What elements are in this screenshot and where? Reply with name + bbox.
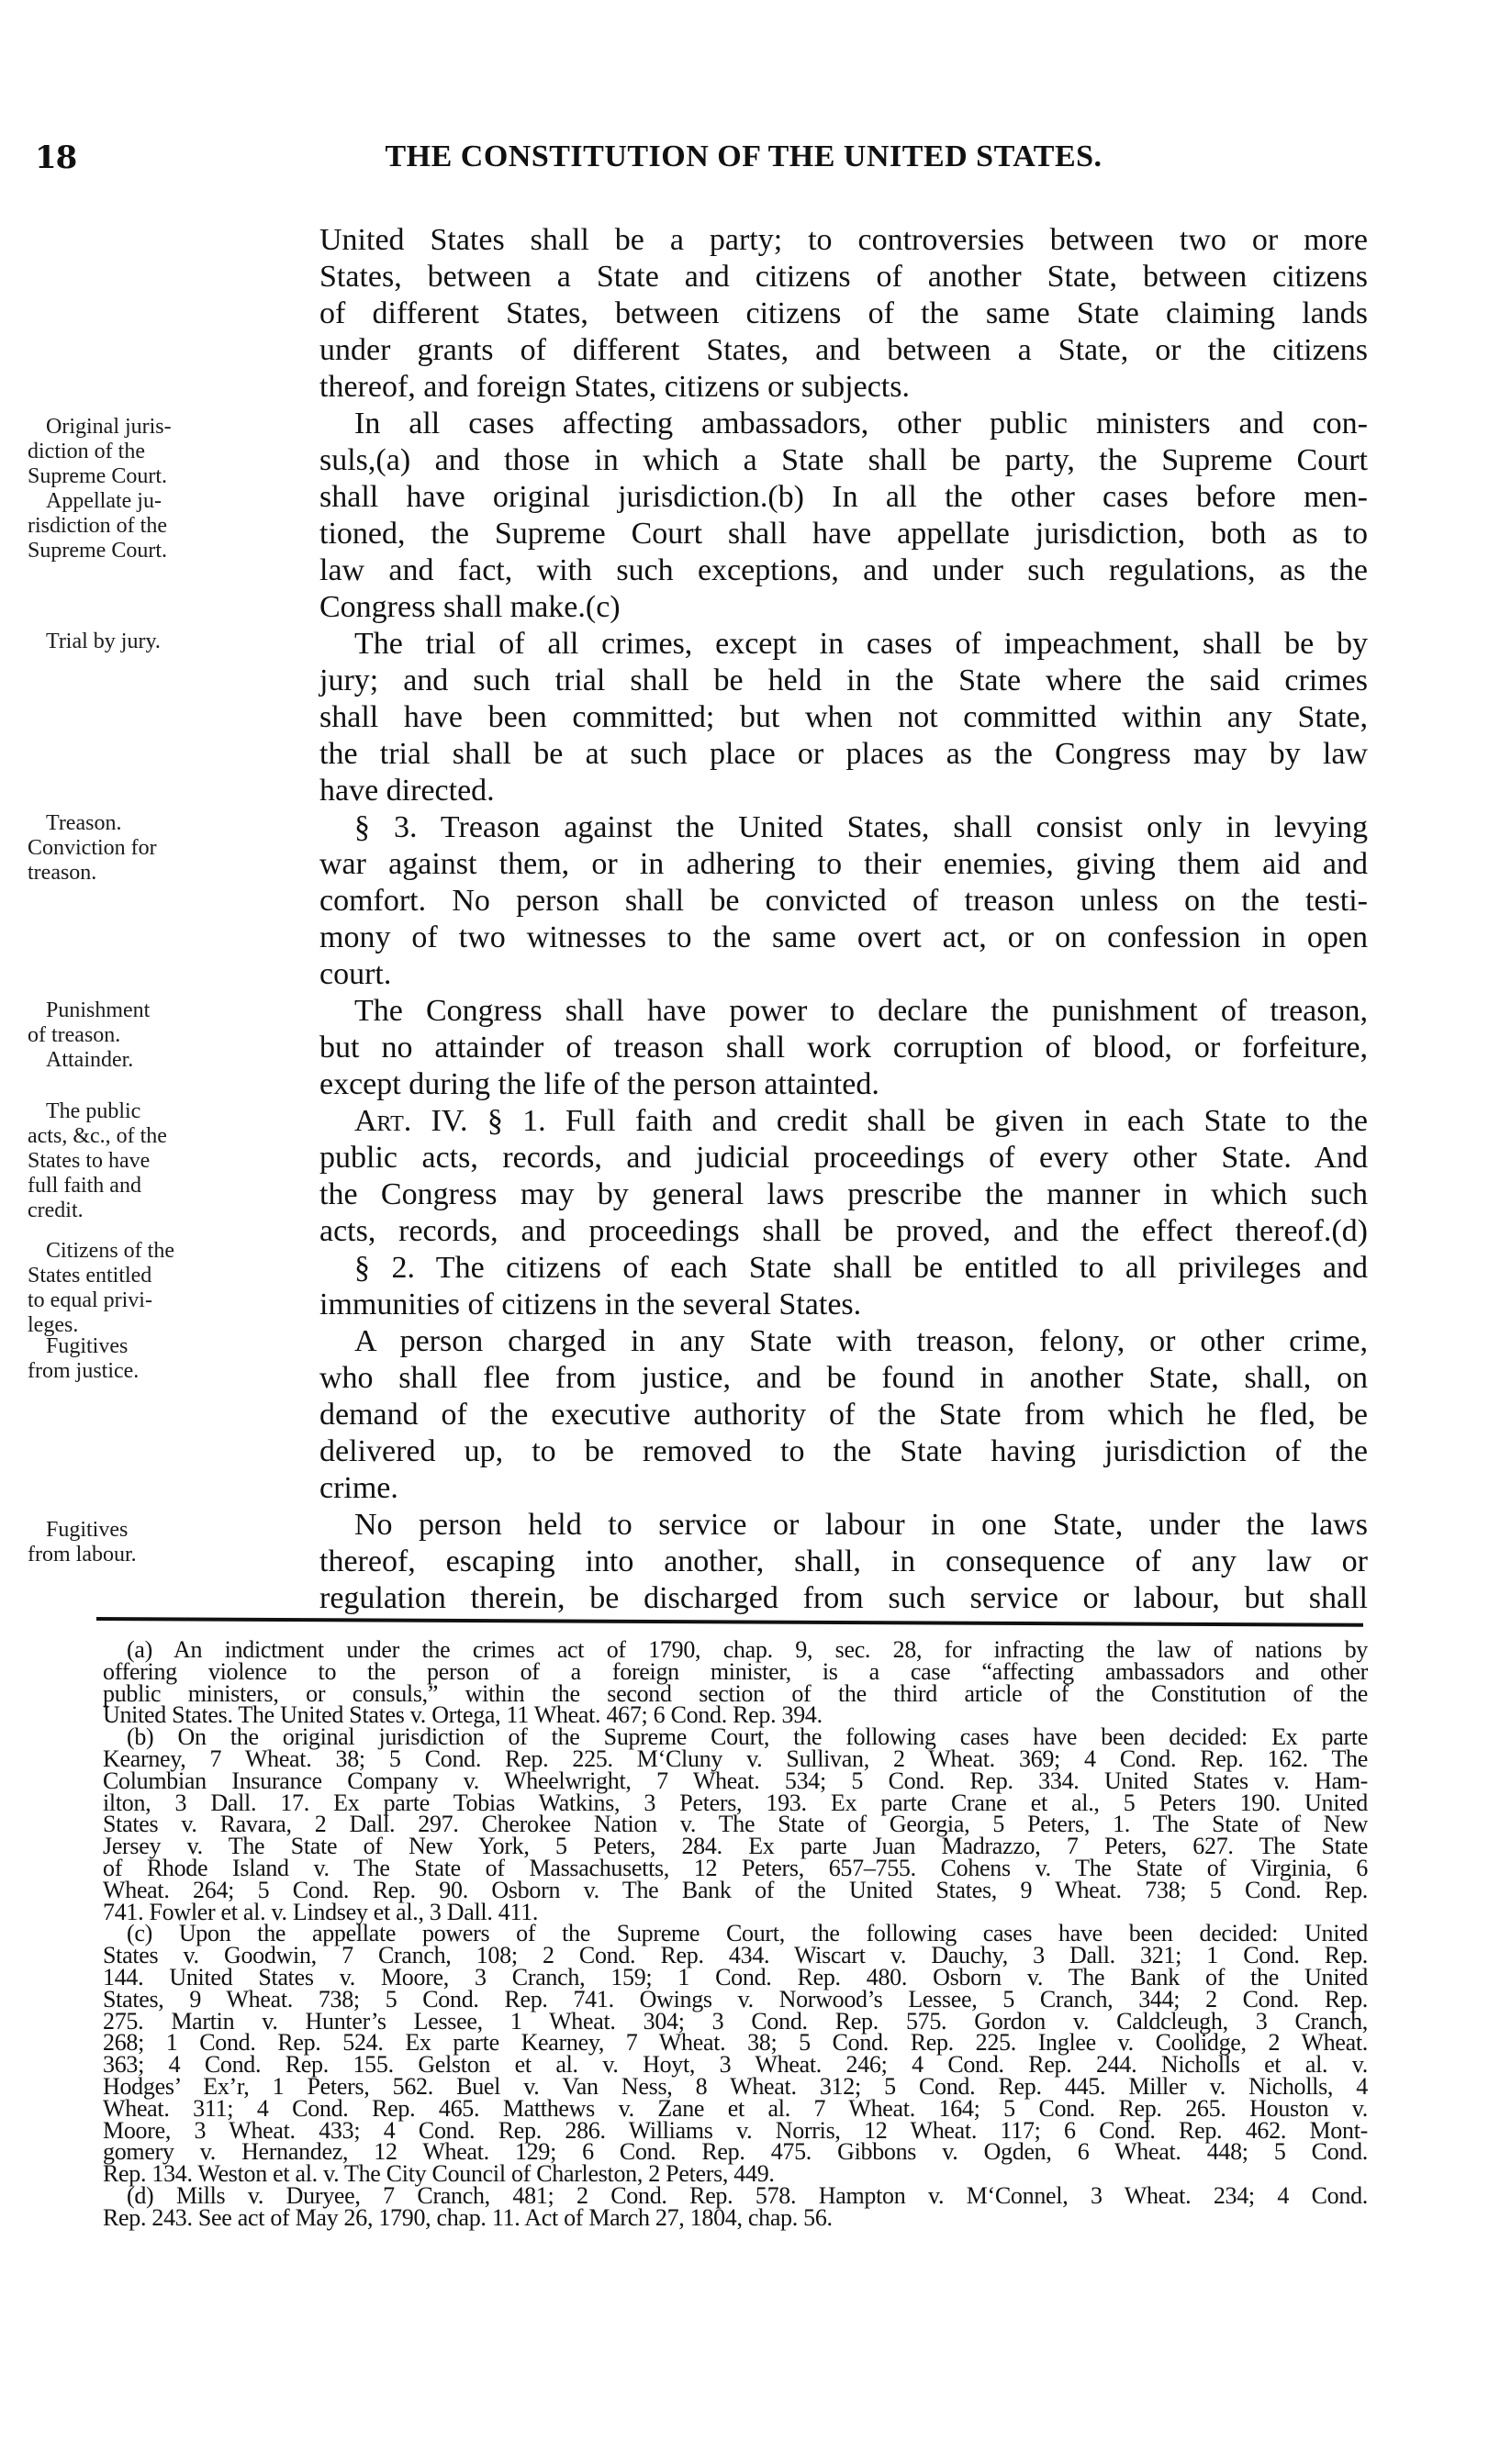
text-line bbox=[319, 1103, 1368, 1140]
footnote-line: Moore, 3 Wheat. 433; 4 Cond. Rep. 286. Williams v. Norris, 12 Wheat. 117; 6 Cond. Rep. 462. Mont- bbox=[103, 2116, 1368, 2144]
text-line: who shall flee from justice, and be found in another State, shall, on bbox=[319, 1361, 1368, 1395]
text-line: § 2. The citizens of each State shall be entitled to all privileges and bbox=[354, 1251, 1368, 1285]
paragraph-punishment bbox=[0, 993, 1500, 1103]
text-line: mony of two witnesses to the same overt act, or on confession in open bbox=[319, 920, 1368, 954]
margin-note-line: treason. bbox=[28, 861, 97, 885]
text-line: of different States, between citizens of the same State claiming lands bbox=[319, 296, 1368, 330]
footnote-line: Wheat. 264; 5 Cond. Rep. 90. Osborn v. The Bank of the United States, 9 Wheat. 738; 5 Cond. Rep. bbox=[103, 1876, 1368, 1903]
footnote-a bbox=[103, 1636, 1368, 1729]
footnote-c bbox=[103, 1920, 1368, 2188]
margin-note-line: The public bbox=[46, 1099, 141, 1123]
margin-note-line: from labour. bbox=[28, 1543, 137, 1566]
text-line: § 3. Treason against the United States, shall consist only in levying bbox=[354, 810, 1368, 844]
footnote-line: States v. Goodwin, 7 Cranch, 108; 2 Cond. Rep. 434. Wiscart v. Dauchy, 3 Dall. 321; 1 Cond. Rep. bbox=[103, 1942, 1368, 1969]
text-line: United States shall be a party; to controversies between two or more bbox=[319, 223, 1368, 257]
text-line: but no attainder of treason shall work corruption of blood, or forfeiture, bbox=[319, 1031, 1368, 1065]
footnote-line: (d) Mills v. Duryee, 7 Cranch, 481; 2 Cond. Rep. 578. Hampton v. M‘Connel, 3 Wheat. 234; 4 Cond. bbox=[127, 2181, 1368, 2209]
margin-note-line: from justice. bbox=[28, 1359, 140, 1383]
text-line: have directed. bbox=[319, 774, 495, 808]
text-line: crime. bbox=[319, 1471, 398, 1505]
margin-note-line: Appellate ju- bbox=[46, 489, 162, 513]
footnote-line: 144. United States v. Moore, 3 Cranch, 159; 1 Cond. Rep. 480. Osborn v. The Bank of the United bbox=[103, 1963, 1368, 1990]
footnote-line: (b) On the original jurisdiction of the Supreme Court, the following cases have been decided: Ex parte bbox=[127, 1723, 1368, 1751]
footnote-line: United States. The United States v. Ortega, 11 Wheat. 467; 6 Cond. Rep. 394. bbox=[103, 1701, 823, 1729]
footnote-line: States, 9 Wheat. 738; 5 Cond. Rep. 741. Owings v. Norwood’s Lessee, 5 Cranch, 344; 2 Cond. Rep. bbox=[103, 1985, 1368, 2012]
margin-note-line: Fugitives bbox=[46, 1518, 129, 1542]
page-number: 18 bbox=[35, 139, 77, 176]
text-line: delivered up, to be removed to the State having jurisdiction of the bbox=[319, 1434, 1368, 1468]
margin-note-treason bbox=[28, 811, 280, 886]
text-line: The trial of all crimes, except in cases of impeachment, shall be by bbox=[354, 627, 1368, 661]
text-line: law and fact, with such exceptions, and under such regulations, as the bbox=[319, 553, 1368, 587]
margin-note-jurisdiction bbox=[28, 415, 280, 563]
text-line: The Congress shall have power to declare the punishment of treason, bbox=[354, 994, 1368, 1028]
paragraph-privileges bbox=[0, 1239, 1500, 1337]
paragraph-fugitives-from-justice bbox=[0, 1323, 1500, 1507]
text-line: except during the life of the person attainted. bbox=[319, 1067, 879, 1101]
footnote-line: (c) Upon the appellate powers of the Supreme Court, the following cases have been decided: United bbox=[127, 1920, 1368, 1947]
footnote-line: Rep. 134. Weston et al. v. The City Council of Charleston, 2 Peters, 449. bbox=[103, 2160, 775, 2188]
footnote-line: Jersey v. The State of New York, 5 Peters, 284. Ex parte Juan Madrazzo, 7 Peters, 627. The State bbox=[103, 1833, 1368, 1860]
margin-note-punishment bbox=[28, 998, 280, 1073]
footnote-line: Kearney, 7 Wheat. 38; 5 Cond. Rep. 225. M‘Cluny v. Sullivan, 2 Wheat. 369; 4 Cond. Rep. 162. The bbox=[103, 1745, 1368, 1772]
footnote-line: Rep. 243. See act of May 26, 1790, chap. 11. Act of March 27, 1804, chap. 56. bbox=[103, 2203, 833, 2231]
text-line: under grants of different States, and between a State, or the citizens bbox=[319, 333, 1368, 367]
paragraph-full-faith-and-credit bbox=[0, 1099, 1500, 1250]
footnote-line: gomery v. Hernandez, 12 Wheat. 129; 6 Cond. Rep. 475. Gibbons v. Ogden, 6 Wheat. 448; 5 Cond. bbox=[103, 2138, 1368, 2166]
paragraph-treason bbox=[0, 809, 1500, 993]
margin-note-line: Punishment bbox=[46, 998, 151, 1022]
text-line: public acts, records, and judicial proceedings of every other State. And bbox=[319, 1141, 1368, 1175]
paragraph-jurisdiction bbox=[0, 406, 1500, 626]
main-text bbox=[0, 222, 1500, 1617]
footnote-line: Hodges’ Ex’r, 1 Peters, 562. Buel v. Van Ness, 8 Wheat. 312; 5 Cond. Rep. 445. Miller v. Nicholls, 4 bbox=[103, 2072, 1368, 2100]
margin-note-line: Conviction for bbox=[28, 836, 157, 860]
text-line: the Congress may by general laws prescribe the manner in which such bbox=[319, 1177, 1368, 1211]
margin-note-line: States entitled bbox=[28, 1264, 152, 1288]
paragraph-controversies bbox=[0, 222, 1500, 406]
margin-note-line: credit. bbox=[28, 1199, 84, 1222]
footnote-d bbox=[103, 2181, 1368, 2231]
text-line: A person charged in any State with treason, felony, or other crime, bbox=[354, 1324, 1368, 1358]
running-head: THE CONSTITUTION OF THE UNITED STATES. bbox=[385, 139, 1103, 173]
text-fragment: § 1. Full faith and credit shall be given in each State to the bbox=[467, 1104, 1368, 1138]
text-line: court. bbox=[319, 957, 392, 991]
footnote-rule bbox=[96, 1617, 1363, 1627]
text-line: tioned, the Supreme Court shall have appellate jurisdiction, both as to bbox=[319, 517, 1368, 551]
margin-note-line: Supreme Court. bbox=[28, 539, 167, 563]
text-line: acts, records, and proceedings shall be proved, and the effect thereof.(d) bbox=[319, 1214, 1368, 1248]
footnote-line: 268; 1 Cond. Rep. 524. Ex parte Kearney, 7 Wheat. 38; 5 Cond. Rep. 225. Inglee v. Coolidge, 2 Wheat. bbox=[103, 2029, 1368, 2057]
footnote-line: of Rhode Island v. The State of Massachusetts, 12 Peters, 657–755. Cohens v. The State of Virginia, 6 bbox=[103, 1854, 1368, 1881]
margin-note-line: risdiction of the bbox=[28, 514, 167, 538]
margin-note-line: leges. bbox=[28, 1313, 79, 1337]
text-line: Congress shall make.(c) bbox=[319, 590, 621, 624]
text-line: war against them, or in adhering to their enemies, giving them aid and bbox=[319, 847, 1368, 881]
margin-note-line: Supreme Court. bbox=[28, 464, 167, 488]
footnotes bbox=[103, 1636, 1368, 2231]
text-line: demand of the executive authority of the State from which he fled, be bbox=[319, 1398, 1368, 1432]
text-line: States, between a State and citizens of another State, between citizens bbox=[319, 260, 1368, 294]
text-line: shall have original jurisdiction.(b) In all the other cases before men- bbox=[319, 480, 1368, 514]
margin-note-line: to equal privi- bbox=[28, 1288, 152, 1312]
footnote-line: States v. Ravara, 2 Dall. 297. Cherokee Nation v. The State of Georgia, 5 Peters, 1. The State of New bbox=[103, 1811, 1368, 1838]
footnote-line: (a) An indictment under the crimes act of 1790, chap. 9, sec. 28, for infracting the law of nations by bbox=[127, 1636, 1368, 1663]
text-line: jury; and such trial shall be held in the State where the said crimes bbox=[319, 663, 1368, 697]
paragraph-fugitives-from-labour bbox=[0, 1507, 1500, 1617]
margin-note-line: Citizens of the bbox=[46, 1239, 174, 1263]
margin-note-line: Attainder. bbox=[46, 1048, 134, 1072]
footnote-line: public ministers, or consuls,” within the second section of the third article of the Constitution of the bbox=[103, 1679, 1368, 1707]
margin-note-line: Treason. bbox=[46, 811, 122, 835]
margin-note-line: of treason. bbox=[28, 1023, 121, 1047]
text-line: thereof, escaping into another, shall, in consequence of any law or bbox=[319, 1544, 1368, 1578]
margin-note-line: diction of the bbox=[28, 440, 145, 463]
text-line: the trial shall be at such place or places as the Congress may by law bbox=[319, 737, 1368, 771]
margin-note-line: States to have bbox=[28, 1149, 151, 1173]
article-label: Art. IV. bbox=[354, 1104, 468, 1138]
margin-note-line: Original juris- bbox=[46, 415, 172, 439]
text-line: immunities of citizens in the several States. bbox=[319, 1288, 862, 1321]
footnote-b bbox=[103, 1723, 1368, 1925]
footnote-line: ilton, 3 Dall. 17. Ex parte Tobias Watkins, 3 Peters, 193. Ex parte Crane et al., 5 Peters 190. United bbox=[103, 1789, 1368, 1816]
text-line: regulation therein, be discharged from such service or labour, but shall bbox=[319, 1581, 1368, 1615]
footnote-line: Wheat. 311; 4 Cond. Rep. 465. Matthews v. Zane et al. 7 Wheat. 164; 5 Cond. Rep. 265. Houston v. bbox=[103, 2094, 1368, 2122]
paragraph-trial-by-jury bbox=[0, 626, 1500, 809]
margin-note-fugitives-labour bbox=[28, 1518, 280, 1567]
text-line: shall have been committed; but when not committed within any State, bbox=[319, 700, 1368, 734]
text-line: suls,(a) and those in which a State shall be party, the Supreme Court bbox=[319, 443, 1368, 477]
footnote-line: 363; 4 Cond. Rep. 155. Gelston et al. v. Hoyt, 3 Wheat. 246; 4 Cond. Rep. 244. Nicholls et al. v. bbox=[103, 2051, 1368, 2079]
margin-note-line: full faith and bbox=[28, 1174, 141, 1198]
margin-note-trial-by-jury bbox=[28, 630, 280, 654]
margin-note-line: Fugitives bbox=[46, 1334, 129, 1358]
margin-note-fugitives-justice bbox=[28, 1334, 280, 1384]
text-line: thereof, and foreign States, citizens or subjects. bbox=[319, 370, 910, 404]
margin-note-line: acts, &c., of the bbox=[28, 1124, 167, 1148]
text-line: In all cases affecting ambassadors, other public ministers and con- bbox=[354, 407, 1368, 440]
footnote-line: 741. Fowler et al. v. Lindsey et al., 3 Dall. 411. bbox=[103, 1898, 539, 1925]
footnote-line: Columbian Insurance Company v. Wheelwright, 7 Wheat. 534; 5 Cond. Rep. 334. United States v. Ham- bbox=[103, 1767, 1368, 1794]
margin-note-line: Trial by jury. bbox=[46, 630, 161, 653]
margin-note-full-faith bbox=[28, 1099, 280, 1223]
text-line: comfort. No person shall be convicted of treason unless on the testi- bbox=[319, 884, 1368, 918]
footnote-line: 275. Martin v. Hunter’s Lessee, 1 Wheat. 304; 3 Cond. Rep. 575. Gordon v. Caldcleugh, 3 Cranch, bbox=[103, 2007, 1368, 2035]
text-line: No person held to service or labour in one State, under the laws bbox=[354, 1508, 1368, 1542]
footnote-line: offering violence to the person of a foreign minister, is a case “affecting ambassadors and other bbox=[103, 1657, 1368, 1685]
